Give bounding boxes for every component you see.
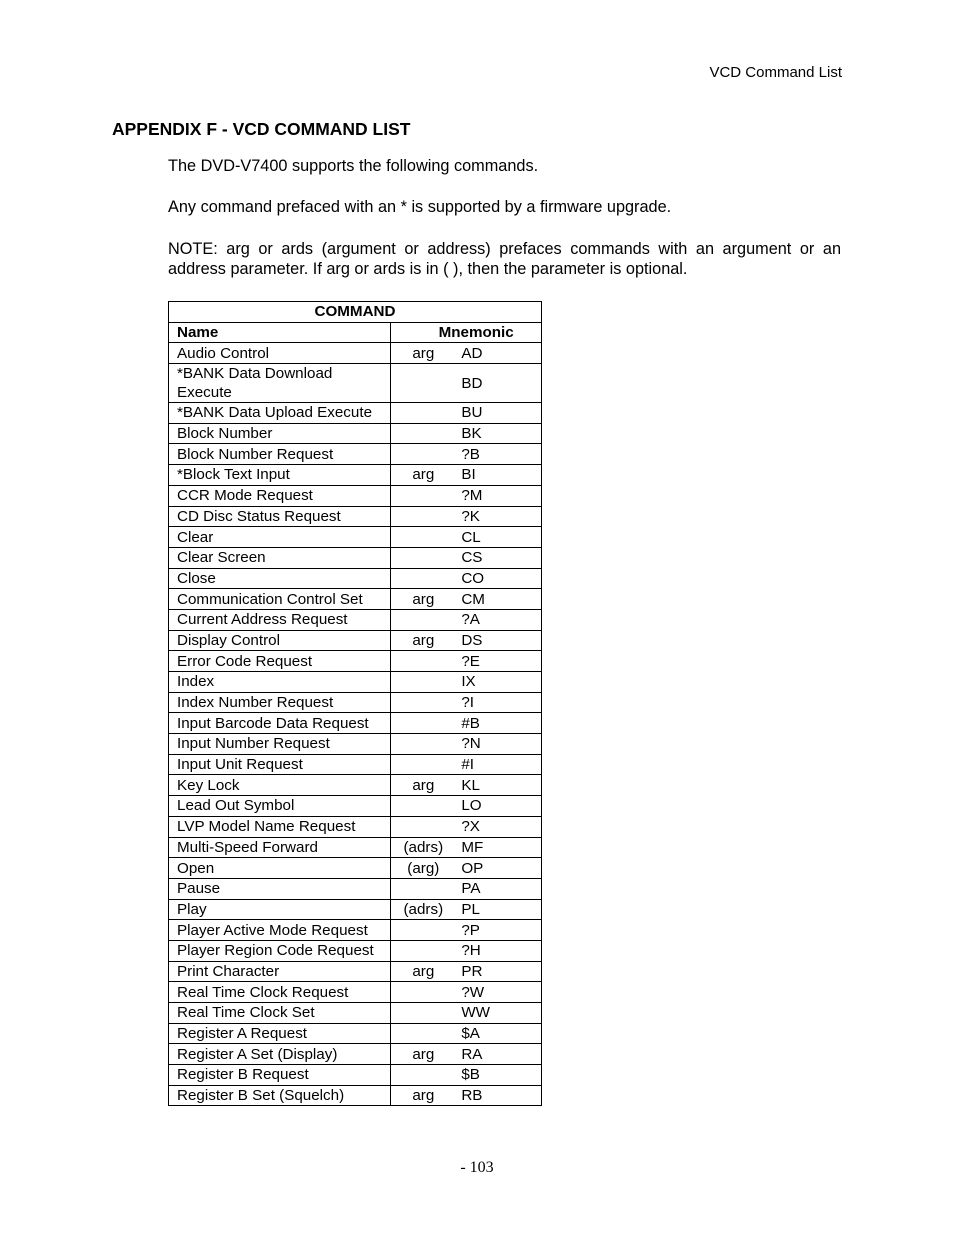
command-mnemonic-cell xyxy=(391,713,542,734)
command-mnemonic: PR xyxy=(461,962,483,980)
command-argument: arg xyxy=(412,1045,435,1063)
command-mnemonic: ?I xyxy=(461,694,474,712)
command-name: Index xyxy=(169,672,391,693)
command-mnemonic-cell xyxy=(391,775,542,796)
table-header-row xyxy=(169,322,542,343)
command-mnemonic: BD xyxy=(461,374,483,392)
table-row xyxy=(169,589,542,610)
command-name: Audio Control xyxy=(169,343,391,364)
command-mnemonic: #B xyxy=(461,714,480,732)
command-argument: arg xyxy=(412,1087,435,1105)
running-header: VCD Command List xyxy=(709,64,842,81)
command-mnemonic: ?W xyxy=(461,983,485,1001)
table-row xyxy=(169,651,542,672)
table-row xyxy=(169,920,542,941)
command-mnemonic: $B xyxy=(461,1066,480,1084)
command-name: Play xyxy=(169,899,391,920)
command-mnemonic-cell xyxy=(391,547,542,568)
command-mnemonic: AD xyxy=(461,344,483,362)
table-row xyxy=(169,423,542,444)
table-row xyxy=(169,816,542,837)
table-row xyxy=(169,506,542,527)
table-row xyxy=(169,485,542,506)
table-row xyxy=(169,1003,542,1024)
table-row xyxy=(169,858,542,879)
command-mnemonic: CM xyxy=(461,590,485,608)
command-mnemonic: CS xyxy=(461,549,483,567)
command-mnemonic-cell xyxy=(391,343,542,364)
command-mnemonic: IX xyxy=(461,673,476,691)
command-mnemonic-cell xyxy=(391,692,542,713)
command-name: Lead Out Symbol xyxy=(169,796,391,817)
command-name: Error Code Request xyxy=(169,651,391,672)
table-row xyxy=(169,1065,542,1086)
command-mnemonic-cell xyxy=(391,796,542,817)
command-name: Real Time Clock Request xyxy=(169,982,391,1003)
command-name: *BANK Data Upload Execute xyxy=(169,403,391,424)
table-row xyxy=(169,940,542,961)
command-argument: (adrs) xyxy=(403,900,444,918)
command-argument: arg xyxy=(412,631,435,649)
command-mnemonic-cell xyxy=(391,1044,542,1065)
command-mnemonic: RB xyxy=(461,1087,483,1105)
command-mnemonic-cell xyxy=(391,672,542,693)
table-row xyxy=(169,465,542,486)
command-mnemonic-cell xyxy=(391,1003,542,1024)
table-row xyxy=(169,878,542,899)
command-mnemonic-cell xyxy=(391,444,542,465)
command-name: Multi-Speed Forward xyxy=(169,837,391,858)
command-name: Print Character xyxy=(169,961,391,982)
command-name: Player Region Code Request xyxy=(169,940,391,961)
appendix-title: APPENDIX F - VCD COMMAND LIST xyxy=(112,119,411,139)
command-name: Display Control xyxy=(169,630,391,651)
command-mnemonic-cell xyxy=(391,858,542,879)
table-row xyxy=(169,961,542,982)
command-name: Clear xyxy=(169,527,391,548)
table-row xyxy=(169,1044,542,1065)
command-mnemonic: ?E xyxy=(461,652,480,670)
command-name: CCR Mode Request xyxy=(169,485,391,506)
command-mnemonic-cell xyxy=(391,961,542,982)
command-mnemonic-cell xyxy=(391,734,542,755)
command-mnemonic-cell xyxy=(391,982,542,1003)
command-mnemonic: ?P xyxy=(461,921,480,939)
command-mnemonic: ?K xyxy=(461,507,480,525)
command-mnemonic-cell xyxy=(391,465,542,486)
table-row xyxy=(169,796,542,817)
table-row xyxy=(169,734,542,755)
command-name: *Block Text Input xyxy=(169,465,391,486)
table-caption-row xyxy=(169,302,542,323)
table-row xyxy=(169,837,542,858)
command-mnemonic: ?H xyxy=(461,942,481,960)
table-row xyxy=(169,609,542,630)
command-argument: arg xyxy=(412,344,435,362)
table-row xyxy=(169,1023,542,1044)
command-argument: arg xyxy=(412,962,435,980)
command-name: Clear Screen xyxy=(169,547,391,568)
command-mnemonic-cell xyxy=(391,754,542,775)
command-mnemonic-cell xyxy=(391,1085,542,1106)
command-mnemonic-cell xyxy=(391,609,542,630)
command-mnemonic: $A xyxy=(461,1025,480,1043)
table-row xyxy=(169,982,542,1003)
command-name: Block Number xyxy=(169,423,391,444)
command-name: Register B Set (Squelch) xyxy=(169,1085,391,1106)
command-mnemonic: ?X xyxy=(461,818,480,836)
command-name: Register A Request xyxy=(169,1023,391,1044)
command-name: Close xyxy=(169,568,391,589)
command-name: Input Number Request xyxy=(169,734,391,755)
command-name: Block Number Request xyxy=(169,444,391,465)
command-mnemonic-cell xyxy=(391,423,542,444)
command-mnemonic: LO xyxy=(461,797,482,815)
command-mnemonic: ?A xyxy=(461,611,480,629)
command-mnemonic-cell xyxy=(391,899,542,920)
table-row xyxy=(169,1085,542,1106)
command-mnemonic-cell xyxy=(391,1065,542,1086)
command-argument: arg xyxy=(412,590,435,608)
command-mnemonic: OP xyxy=(461,859,484,877)
command-mnemonic: ?N xyxy=(461,735,481,753)
firmware-paragraph: Any command prefaced with an * is supported by a firmware upgrade. xyxy=(168,198,672,216)
command-mnemonic: WW xyxy=(461,1004,490,1022)
command-name: CD Disc Status Request xyxy=(169,506,391,527)
command-argument: arg xyxy=(412,776,435,794)
command-mnemonic-cell xyxy=(391,364,542,403)
command-name: Input Unit Request xyxy=(169,754,391,775)
command-mnemonic: ?B xyxy=(461,445,480,463)
command-mnemonic-cell xyxy=(391,920,542,941)
command-mnemonic-cell xyxy=(391,651,542,672)
table-row xyxy=(169,899,542,920)
command-mnemonic-cell xyxy=(391,816,542,837)
command-table-body xyxy=(169,343,542,1106)
table-row xyxy=(169,713,542,734)
table-row xyxy=(169,364,542,403)
table-row xyxy=(169,692,542,713)
command-mnemonic: DS xyxy=(461,631,483,649)
table-row xyxy=(169,754,542,775)
command-mnemonic-cell xyxy=(391,630,542,651)
command-mnemonic: CL xyxy=(461,528,481,546)
page-number: - 103 xyxy=(460,1159,494,1176)
table-row xyxy=(169,444,542,465)
command-mnemonic-cell xyxy=(391,878,542,899)
table-row xyxy=(169,630,542,651)
command-mnemonic: RA xyxy=(461,1045,483,1063)
command-mnemonic-cell xyxy=(391,568,542,589)
column-header-name: Name xyxy=(169,322,391,343)
command-argument: (adrs) xyxy=(403,838,444,856)
command-name: Player Active Mode Request xyxy=(169,920,391,941)
command-mnemonic-cell xyxy=(391,506,542,527)
command-mnemonic-cell xyxy=(391,940,542,961)
command-name: Input Barcode Data Request xyxy=(169,713,391,734)
table-row xyxy=(169,775,542,796)
command-name: Real Time Clock Set xyxy=(169,1003,391,1024)
command-mnemonic: BU xyxy=(461,404,483,422)
table-row xyxy=(169,568,542,589)
command-mnemonic-cell xyxy=(391,589,542,610)
command-mnemonic: PL xyxy=(461,900,480,918)
command-name: Index Number Request xyxy=(169,692,391,713)
command-mnemonic: ?M xyxy=(461,487,483,505)
table-row xyxy=(169,343,542,364)
supports-paragraph: The DVD-V7400 supports the following commands. xyxy=(168,157,539,175)
command-name: LVP Model Name Request xyxy=(169,816,391,837)
table-row xyxy=(169,672,542,693)
command-mnemonic: KL xyxy=(461,776,480,794)
command-table xyxy=(168,301,542,1106)
command-name: *BANK Data Download Execute xyxy=(169,364,391,403)
command-mnemonic: BK xyxy=(461,425,482,443)
command-name: Pause xyxy=(169,878,391,899)
table-row xyxy=(169,547,542,568)
command-mnemonic-cell xyxy=(391,403,542,424)
table-caption: COMMAND xyxy=(169,302,542,323)
column-header-mnemonic: Mnemonic xyxy=(391,322,542,343)
command-name: Register B Request xyxy=(169,1065,391,1086)
command-mnemonic-cell xyxy=(391,527,542,548)
command-mnemonic-cell xyxy=(391,485,542,506)
command-mnemonic: BI xyxy=(461,466,476,484)
command-name: Communication Control Set xyxy=(169,589,391,610)
command-name: Current Address Request xyxy=(169,609,391,630)
command-mnemonic-cell xyxy=(391,837,542,858)
command-mnemonic: #I xyxy=(461,756,474,774)
command-mnemonic-cell xyxy=(391,1023,542,1044)
command-name: Register A Set (Display) xyxy=(169,1044,391,1065)
command-name: Key Lock xyxy=(169,775,391,796)
command-argument: (arg) xyxy=(407,859,440,877)
note-paragraph: NOTE: arg or ards (argument or address) prefaces commands with an argument or an address parameter. If arg or ards is in ( ), then the parameter is optional. xyxy=(168,240,841,278)
command-mnemonic: PA xyxy=(461,880,481,898)
command-mnemonic: CO xyxy=(461,569,485,587)
table-row xyxy=(169,403,542,424)
command-argument: arg xyxy=(412,466,435,484)
command-mnemonic: MF xyxy=(461,838,484,856)
command-name: Open xyxy=(169,858,391,879)
table-row xyxy=(169,527,542,548)
